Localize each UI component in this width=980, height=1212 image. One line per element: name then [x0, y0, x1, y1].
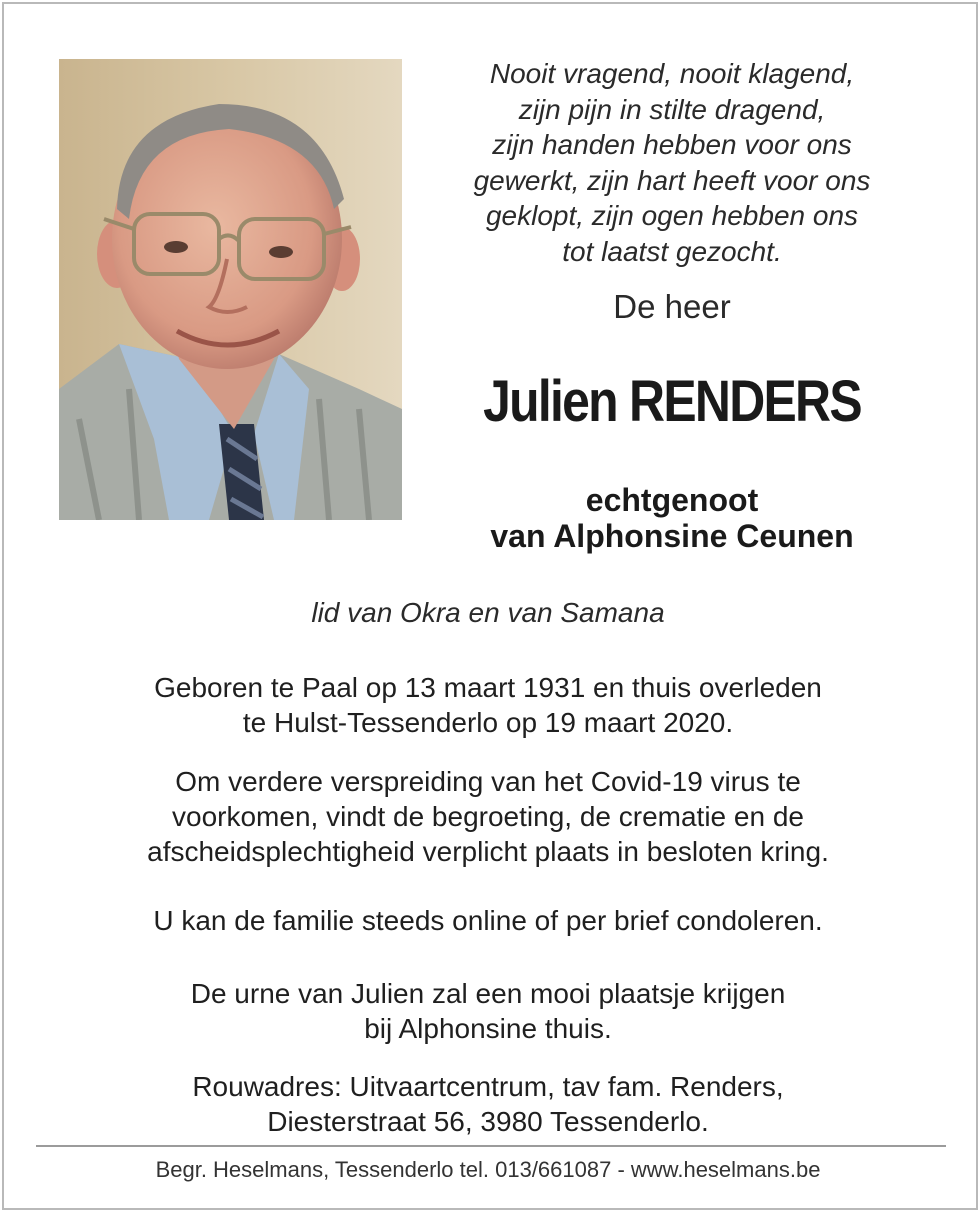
poem-line: gewerkt, zijn hart heeft voor ons — [473, 164, 871, 196]
spouse-line: echtgenoot — [585, 482, 759, 518]
text-line: Om verdere verspreiding van het Covid-19 virus te — [175, 766, 801, 797]
text-line: Geboren te Paal op 13 maart 1931 en thuis overleden — [154, 672, 822, 703]
mourning-address — [0, 1069, 976, 1139]
spouse-line: van Alphonsine Ceunen — [490, 518, 854, 554]
membership-line: lid van Okra en van Samana — [311, 597, 665, 628]
memorial-poem — [430, 56, 914, 269]
footer-divider — [36, 1145, 946, 1147]
deceased-name: Julien RENDERS — [483, 369, 861, 434]
birth-death-info — [0, 670, 976, 740]
text-line: De urne van Julien zal een mooi plaatsje krijgen — [190, 978, 786, 1009]
text-line: bij Alphonsine thuis. — [364, 1013, 612, 1044]
text-line: te Hulst-Tessenderlo op 19 maart 2020. — [242, 707, 734, 738]
poem-line: Nooit vragend, nooit klagend, — [489, 58, 855, 89]
poem-line: zijn handen hebben voor ons — [492, 129, 852, 160]
portrait-photo — [59, 59, 402, 520]
urn-note — [0, 976, 976, 1046]
honorific: De heer — [613, 288, 731, 325]
condolence-note — [0, 903, 976, 938]
text-line: Diesterstraat 56, 3980 Tessenderlo. — [267, 1106, 709, 1137]
poem-line: zijn pijn in stilte dragend, — [518, 93, 826, 125]
spouse-info — [430, 482, 914, 554]
text-line: voorkomen, vindt de begroeting, de crematie en de — [172, 801, 804, 832]
funeral-home-footer: Begr. Heselmans, Tessenderlo tel. 013/661087 - www.heselmans.be — [155, 1157, 821, 1182]
text-line: Rouwadres: Uitvaartcentrum, tav fam. Renders, — [192, 1071, 784, 1102]
text-line: afscheidsplechtigheid verplicht plaats in besloten kring. — [147, 836, 829, 867]
text-line: U kan de familie steeds online of per brief condoleren. — [153, 905, 823, 936]
poem-line: geklopt, zijn ogen hebben ons — [485, 200, 859, 231]
poem-line: tot laatst gezocht. — [562, 235, 782, 267]
covid-notice — [0, 764, 976, 869]
